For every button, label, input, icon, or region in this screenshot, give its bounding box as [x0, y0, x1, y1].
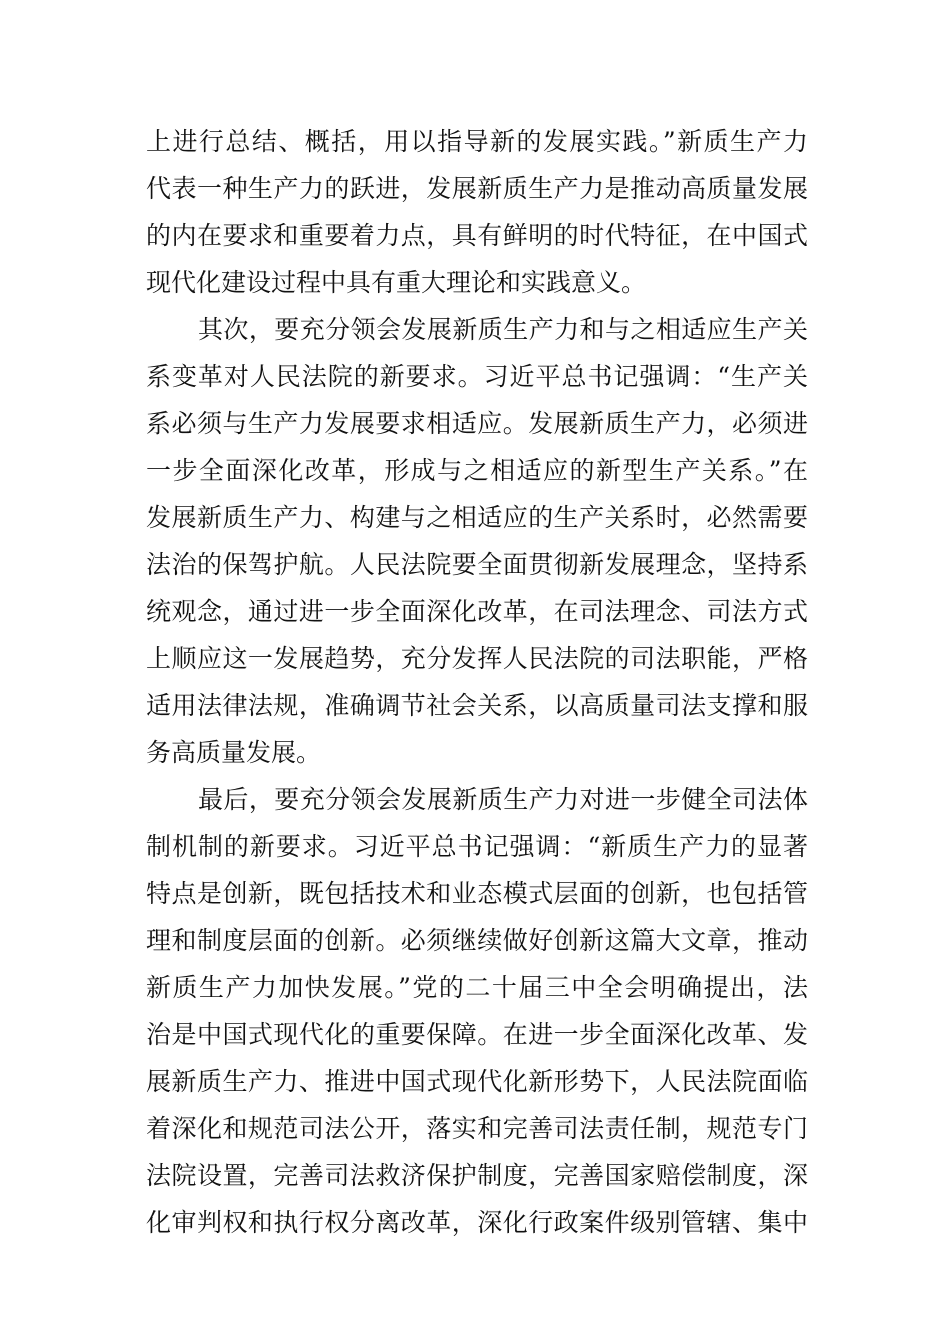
text-line: 的内在要求和重要着力点，具有鲜明的时代特征，在中国式 [146, 221, 808, 250]
text-line: 上进行总结、概括，用以指导新的发展实践。”新质生产力 [146, 127, 808, 156]
text-line: 理和制度层面的创新。必须继续做好创新这篇大文章，推动 [146, 926, 808, 955]
text-line: 上顺应这一发展趋势，充分发挥人民法院的司法职能，严格 [146, 644, 808, 673]
paragraph-start-line: 最后，要充分领会发展新质生产力对进一步健全司法体 [198, 785, 808, 814]
text-line: 现代化建设过程中具有重大理论和实践意义。 [146, 268, 647, 297]
text-line: 代表一种生产力的跃进，发展新质生产力是推动高质量发展 [146, 174, 808, 203]
text-line: 适用法律法规，准确调节社会关系，以高质量司法支撑和服 [146, 691, 808, 720]
document-page [146, 118, 808, 1246]
text-line: 务高质量发展。 [146, 738, 322, 767]
paragraph-start-line: 其次，要充分领会发展新质生产力和与之相适应生产关 [198, 315, 808, 344]
text-line: 展新质生产力、推进中国式现代化新形势下，人民法院面临 [146, 1067, 808, 1096]
text-line: 新质生产力加快发展。”党的二十届三中全会明确提出，法 [146, 973, 808, 1002]
text-line: 系必须与生产力发展要求相适应。发展新质生产力，必须进 [146, 409, 808, 438]
text-line: 法院设置，完善司法救济保护制度，完善国家赔偿制度，深 [146, 1161, 808, 1190]
text-line: 一步全面深化改革，形成与之相适应的新型生产关系。”在 [146, 456, 808, 485]
text-line: 治是中国式现代化的重要保障。在进一步全面深化改革、发 [146, 1020, 808, 1049]
text-line: 着深化和规范司法公开，落实和完善司法责任制，规范专门 [146, 1114, 808, 1143]
text-line: 特点是创新，既包括技术和业态模式层面的创新，也包括管 [146, 879, 808, 908]
text-line: 系变革对人民法院的新要求。习近平总书记强调：“生产关 [146, 362, 808, 391]
text-line: 发展新质生产力、构建与之相适应的生产关系时，必然需要 [146, 503, 808, 532]
text-line: 制机制的新要求。习近平总书记强调：“新质生产力的显著 [146, 832, 808, 861]
text-line: 统观念，通过进一步全面深化改革，在司法理念、司法方式 [146, 597, 808, 626]
text-line: 法治的保驾护航。人民法院要全面贯彻新发展理念，坚持系 [146, 550, 808, 579]
text-line: 化审判权和执行权分离改革，深化行政案件级别管辖、集中 [146, 1208, 808, 1237]
